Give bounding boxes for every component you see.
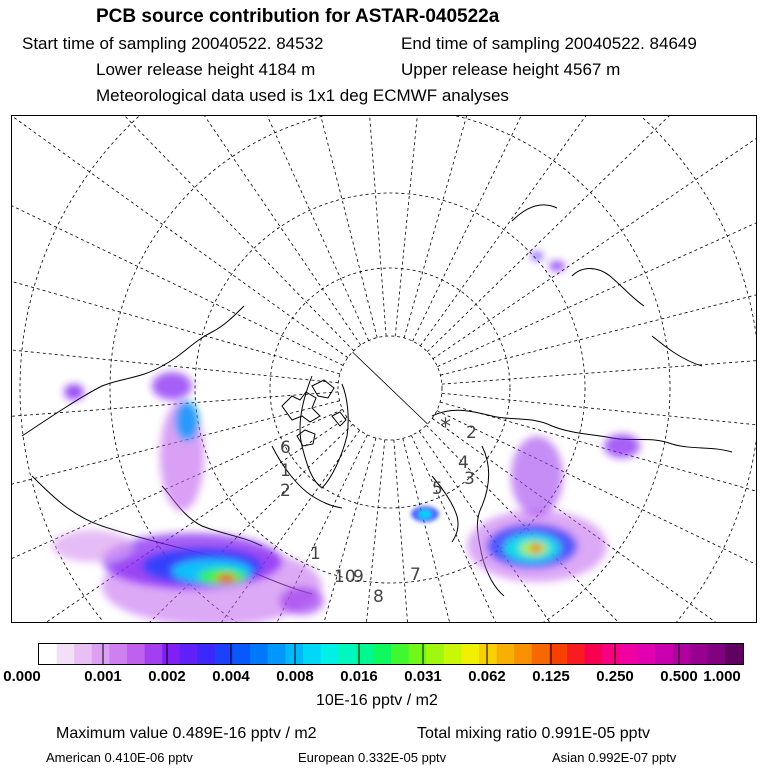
colorbar-tick-label: 0.000 xyxy=(3,668,41,685)
colorbar-swatch xyxy=(532,644,550,664)
colorbar-swatch xyxy=(39,644,57,664)
colorbar-swatch xyxy=(549,644,567,664)
trajectory-number: 6 xyxy=(280,438,291,458)
polar-map xyxy=(11,115,757,623)
colorbar-swatch xyxy=(567,644,585,664)
colorbar-swatch xyxy=(303,644,321,664)
trajectory-number: 2 xyxy=(466,423,477,443)
colorbar-swatch xyxy=(109,644,127,664)
meridian-line xyxy=(12,116,354,351)
meridian-line xyxy=(12,116,348,358)
colorbar-swatch xyxy=(655,644,673,664)
colorbar-swatch xyxy=(338,644,356,664)
meridian-line xyxy=(395,116,480,336)
colorbar-swatch xyxy=(708,644,726,664)
max-value: Maximum value 0.489E-16 pptv / m2 xyxy=(56,725,317,742)
plume-europe xyxy=(411,506,439,522)
meridian-line xyxy=(437,411,757,623)
colorbar-swatch xyxy=(620,644,638,664)
asian-contribution: Asian 0.992E-07 pptv xyxy=(552,750,677,765)
trajectory-number: 3 xyxy=(464,469,475,489)
meridian-line xyxy=(12,144,340,374)
colorbar-tick-label: 0.008 xyxy=(276,668,314,685)
trajectory-number: 8 xyxy=(373,587,384,607)
colorbar-swatch xyxy=(127,644,145,664)
colorbar-swatch xyxy=(373,644,391,664)
colorbar-tick-label: 0.004 xyxy=(212,668,250,685)
start-time-label: Start time of sampling 20040522. 84532 xyxy=(22,34,324,53)
colorbar-swatch xyxy=(180,644,198,664)
meridian-line xyxy=(427,116,757,352)
colorbar-swatch xyxy=(690,644,708,664)
colorbar-tick-label: 0.031 xyxy=(404,668,442,685)
colorbar-swatch xyxy=(514,644,532,664)
colorbar-tick-label: 0.062 xyxy=(468,668,506,685)
colorbar-swatch xyxy=(673,644,691,664)
trajectory-number: 5 xyxy=(432,479,443,499)
american-contribution: American 0.410E-06 pptv xyxy=(46,750,193,765)
colorbar-tick-label: 0.002 xyxy=(148,668,186,685)
meridian-line xyxy=(12,298,338,383)
trajectory-number: 1 xyxy=(310,544,321,564)
meridian-line xyxy=(394,440,457,623)
european-contribution: European 0.332E-05 pptv xyxy=(298,750,447,765)
colorbar-tick-label: 0.125 xyxy=(532,668,570,685)
colorbar-swatch xyxy=(461,644,479,664)
lower-height-label: Lower release height 4184 m xyxy=(96,60,316,79)
colorbar-swatch xyxy=(444,644,462,664)
meridian-line xyxy=(433,116,757,359)
colorbar-swatch xyxy=(725,644,743,664)
total-mixing-ratio: Total mixing ratio 0.991E-05 pptv xyxy=(417,725,651,742)
meridian-line xyxy=(20,116,369,341)
colorbar xyxy=(38,643,744,665)
colorbar-tick-label: 1.000 xyxy=(703,668,741,685)
colorbar-swatch xyxy=(497,644,515,664)
colorbar-swatch xyxy=(479,644,497,664)
colorbar-swatch xyxy=(637,644,655,664)
colorbar-tick-label: 0.250 xyxy=(596,668,634,685)
colorbar-tick-label: 0.016 xyxy=(340,668,378,685)
colorbar-swatch xyxy=(391,644,409,664)
colorbar-swatch xyxy=(268,644,286,664)
trajectory-number: 7 xyxy=(410,565,421,585)
colorbar-swatch xyxy=(285,644,303,664)
meteo-data-label: Meteorological data used is 1x1 deg ECMWF analyses xyxy=(96,86,509,105)
colorbar-swatch xyxy=(162,644,180,664)
map-canvas xyxy=(12,116,757,623)
colorbar-swatch xyxy=(321,644,339,664)
colorbar-swatches xyxy=(39,644,743,664)
trajectory-number: 4 xyxy=(458,453,469,473)
colorbar-swatch xyxy=(215,644,233,664)
meridian-line xyxy=(442,321,757,384)
trajectory-number: 1 xyxy=(280,461,291,481)
colorbar-swatch xyxy=(409,644,427,664)
colorbar-tick-label: 0.500 xyxy=(660,668,698,685)
meridian-line xyxy=(420,116,757,346)
colorbar-swatch xyxy=(426,644,444,664)
trajectory-number: 9 xyxy=(353,567,364,587)
colorbar-swatch xyxy=(250,644,268,664)
colorbar-swatch xyxy=(92,644,110,664)
trajectory-number: 10 xyxy=(334,567,356,587)
meridian-line xyxy=(12,116,361,345)
colorbar-swatch xyxy=(197,644,215,664)
coast-siberia-east xyxy=(512,205,702,366)
coastlines xyxy=(22,205,732,596)
colorbar-swatch xyxy=(233,644,251,664)
colorbar-swatch xyxy=(585,644,603,664)
meridian-line xyxy=(437,116,757,367)
meridian-line xyxy=(168,116,377,338)
upper-height-label: Upper release height 4567 m xyxy=(401,60,621,79)
colorbar-unit: 10E-16 pptv / m2 xyxy=(316,692,438,709)
pole-axis xyxy=(353,352,428,424)
colorbar-swatch xyxy=(57,644,75,664)
meridian-line xyxy=(413,116,757,341)
colorbar-swatch xyxy=(145,644,163,664)
end-time-label: End time of sampling 20040522. 84649 xyxy=(401,34,697,53)
meridian-line xyxy=(404,116,634,338)
colorbar-swatch xyxy=(74,644,92,664)
trajectory-number: 2 xyxy=(280,481,291,501)
release-marker: * xyxy=(440,415,451,440)
map-title: PCB source contribution for ASTAR-040522a xyxy=(96,6,500,27)
colorbar-swatch xyxy=(602,644,620,664)
meridian-line xyxy=(432,418,757,623)
colorbar-tick-label: 0.001 xyxy=(84,668,122,685)
